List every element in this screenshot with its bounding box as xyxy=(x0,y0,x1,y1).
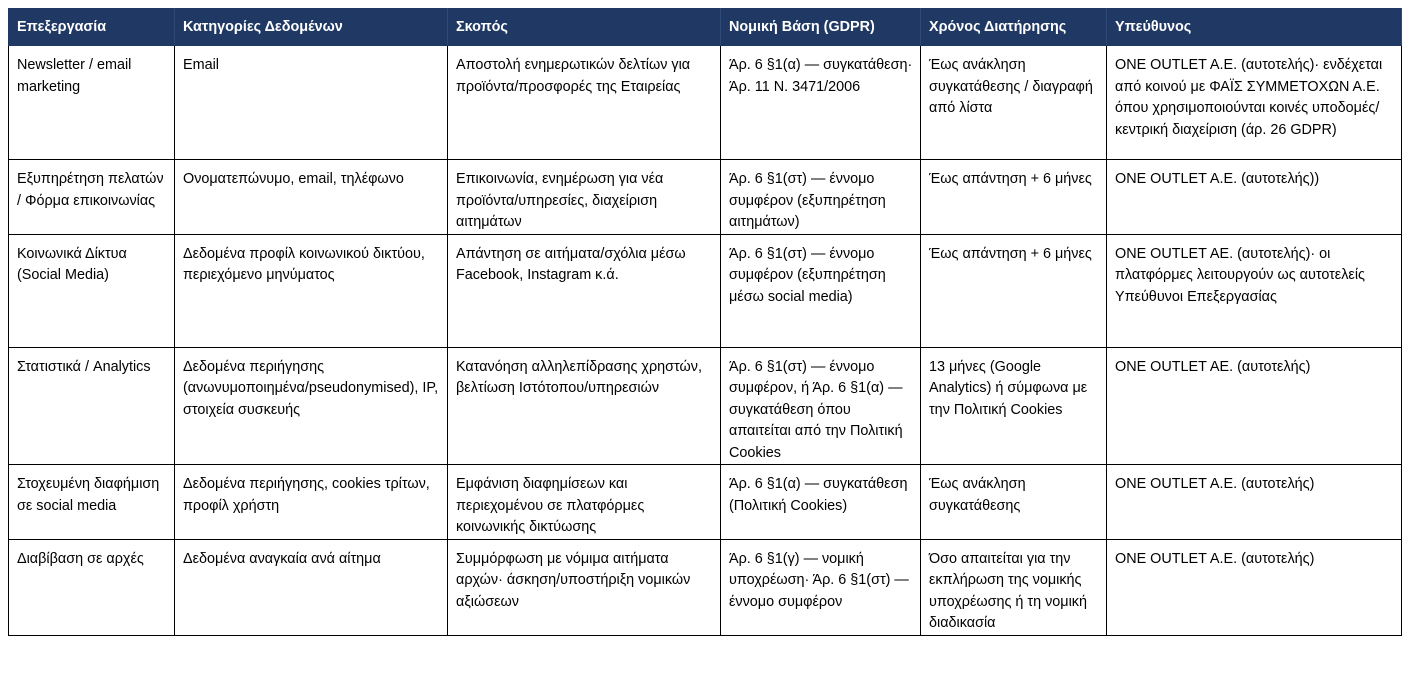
cell-controller: ONE OUTLET A.E. (αυτοτελής) xyxy=(1107,539,1402,635)
header-data-categories: Κατηγορίες Δεδομένων xyxy=(175,9,448,46)
table-row xyxy=(9,347,1402,465)
data-processing-table-container xyxy=(8,8,1402,636)
cell-controller: ONE OUTLET AE. (αυτοτελής) xyxy=(1107,347,1402,465)
cell-processing: Διαβίβαση σε αρχές xyxy=(9,539,175,635)
table-body xyxy=(9,46,1402,636)
cell-legal-basis: Άρ. 6 §1(στ) — έννομο συμφέρον, ή Άρ. 6 §1(α) — συγκατάθεση όπου απαιτείται από την Πολιτική Cookies xyxy=(721,347,921,465)
header-controller: Υπεύθυνος xyxy=(1107,9,1402,46)
header-purpose: Σκοπός xyxy=(448,9,721,46)
cell-data-categories: Ονοματεπώνυμο, email, τηλέφωνο xyxy=(175,160,448,235)
cell-data-categories: Δεδομένα προφίλ κοινωνικού δικτύου, περιεχόμενο μηνύματος xyxy=(175,234,448,347)
cell-controller: ONE OUTLET A.E. (αυτοτελής) xyxy=(1107,465,1402,540)
cell-processing: Newsletter / email marketing xyxy=(9,46,175,160)
data-processing-table xyxy=(8,8,1402,636)
cell-controller: ONE OUTLET A.E. (αυτοτελής)) xyxy=(1107,160,1402,235)
cell-legal-basis: Άρ. 6 §1(α) — συγκατάθεση (Πολιτική Cookies) xyxy=(721,465,921,540)
table-header xyxy=(9,9,1402,46)
cell-legal-basis: Άρ. 6 §1(στ) — έννομο συμφέρον (εξυπηρέτηση μέσω social media) xyxy=(721,234,921,347)
cell-processing: Στατιστικά / Analytics xyxy=(9,347,175,465)
cell-controller: ONE OUTLET AE. (αυτοτελής)· οι πλατφόρμες λειτουργούν ως αυτοτελείς Υπεύθυνοι Επεξεργασίας xyxy=(1107,234,1402,347)
cell-data-categories: Δεδομένα αναγκαία ανά αίτημα xyxy=(175,539,448,635)
header-retention-period: Χρόνος Διατήρησης xyxy=(921,9,1107,46)
header-row xyxy=(9,9,1402,46)
table-row xyxy=(9,160,1402,235)
cell-data-categories: Δεδομένα περιήγησης (ανωνυμοποιημένα/pseudonymised), IP, στοιχεία συσκευής xyxy=(175,347,448,465)
cell-retention-period: Έως ανάκληση συγκατάθεσης / διαγραφή από λίστα xyxy=(921,46,1107,160)
cell-legal-basis: Άρ. 6 §1(γ) — νομική υποχρέωση· Άρ. 6 §1(στ) — έννομο συμφέρον xyxy=(721,539,921,635)
header-legal-basis: Νομική Βάση (GDPR) xyxy=(721,9,921,46)
cell-purpose: Συμμόρφωση με νόμιμα αιτήματα αρχών· άσκηση/υποστήριξη νομικών αξιώσεων xyxy=(448,539,721,635)
cell-purpose: Επικοινωνία, ενημέρωση για νέα προϊόντα/υπηρεσίες, διαχείριση αιτημάτων xyxy=(448,160,721,235)
cell-retention-period: 13 μήνες (Google Analytics) ή σύμφωνα με την Πολιτική Cookies xyxy=(921,347,1107,465)
cell-processing: Στοχευμένη διαφήμιση σε social media xyxy=(9,465,175,540)
cell-purpose: Κατανόηση αλληλεπίδρασης χρηστών, βελτίωση Ιστότοπου/υπηρεσιών xyxy=(448,347,721,465)
cell-legal-basis: Άρ. 6 §1(α) — συγκατάθεση· Άρ. 11 Ν. 3471/2006 xyxy=(721,46,921,160)
cell-data-categories: Email xyxy=(175,46,448,160)
cell-purpose: Αποστολή ενημερωτικών δελτίων για προϊόντα/προσφορές της Εταιρείας xyxy=(448,46,721,160)
cell-data-categories: Δεδομένα περιήγησης, cookies τρίτων, προφίλ χρήστη xyxy=(175,465,448,540)
header-processing: Επεξεργασία xyxy=(9,9,175,46)
cell-processing: Εξυπηρέτηση πελατών / Φόρμα επικοινωνίας xyxy=(9,160,175,235)
table-row xyxy=(9,46,1402,160)
cell-processing: Κοινωνικά Δίκτυα (Social Media) xyxy=(9,234,175,347)
table-row xyxy=(9,234,1402,347)
cell-purpose: Εμφάνιση διαφημίσεων και περιεχομένου σε πλατφόρμες κοινωνικής δικτύωσης xyxy=(448,465,721,540)
table-row xyxy=(9,465,1402,540)
table-row xyxy=(9,539,1402,635)
cell-legal-basis: Άρ. 6 §1(στ) — έννομο συμφέρον (εξυπηρέτηση αιτημάτων) xyxy=(721,160,921,235)
cell-retention-period: Έως ανάκληση συγκατάθεσης xyxy=(921,465,1107,540)
cell-retention-period: Όσο απαιτείται για την εκπλήρωση της νομικής υποχρέωσης ή τη νομική διαδικασία xyxy=(921,539,1107,635)
cell-retention-period: Έως απάντηση + 6 μήνες xyxy=(921,234,1107,347)
cell-purpose: Απάντηση σε αιτήματα/σχόλια μέσω Facebook, Instagram κ.ά. xyxy=(448,234,721,347)
cell-retention-period: Έως απάντηση + 6 μήνες xyxy=(921,160,1107,235)
cell-controller: ONE OUTLET A.E. (αυτοτελής)· ενδέχεται από κοινού με ΦΑΪΣ ΣΥΜΜΕΤΟΧΩΝ Α.Ε. όπου χρησιμοποιούνται κοινές υποδομές/κεντρική διαχείριση (άρ. 26 GDPR) xyxy=(1107,46,1402,160)
